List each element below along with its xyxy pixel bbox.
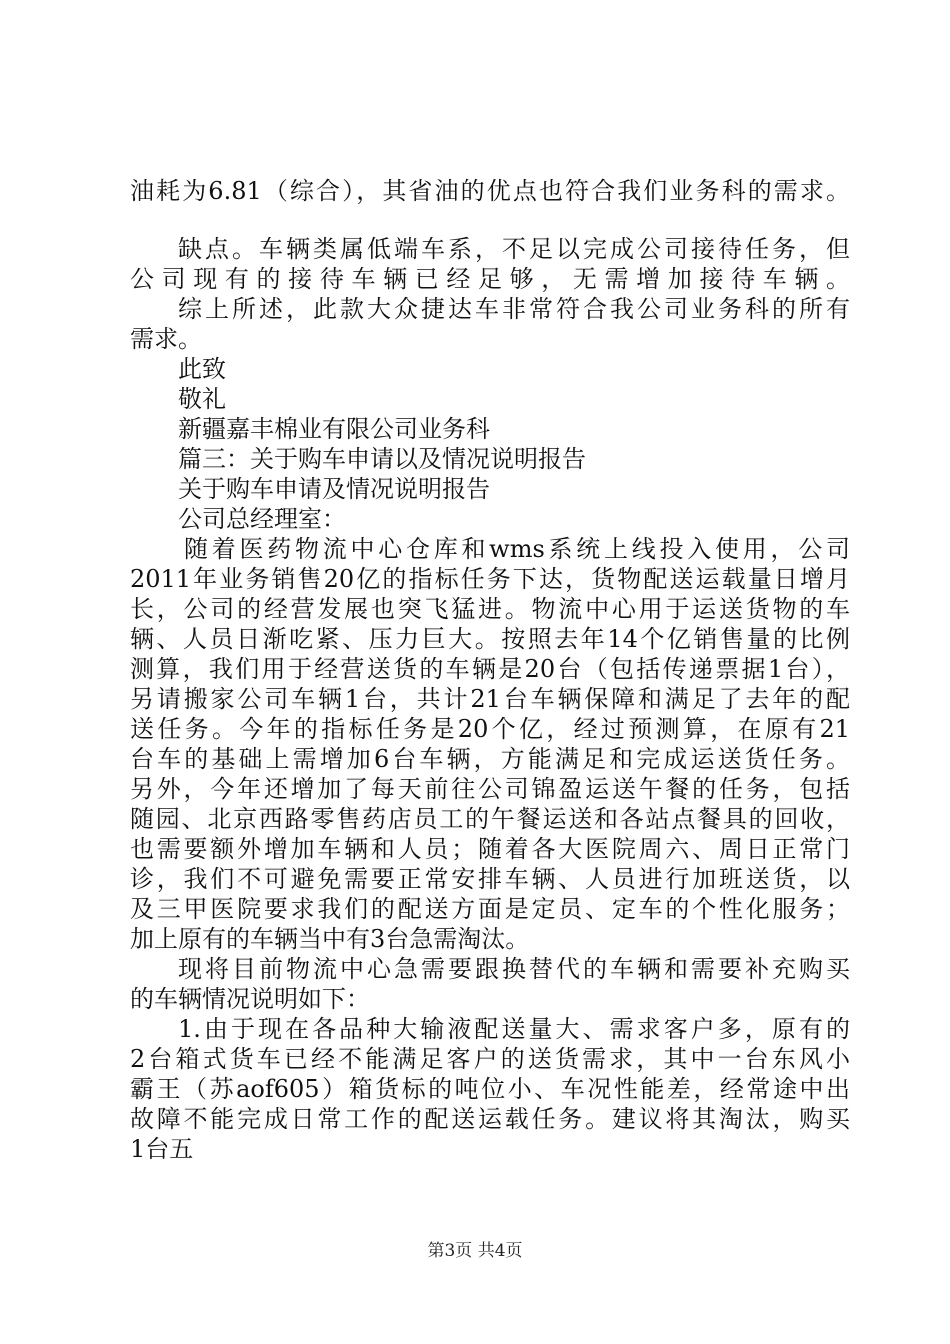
text-line: 测算，我们用于经营送货的车辆是20台（包括传递票据1台）， [130, 655, 850, 683]
text-line: 也需要额外增加车辆和人员；随着各大医院周六、周日正常门 [130, 835, 850, 863]
signature-line: 新疆嘉丰棉业有限公司业务科 [178, 415, 490, 443]
text-line: 另请搬家公司车辆1台，共计21台车辆保障和满足了去年的配 [130, 685, 850, 713]
text-line: 另外，今年还增加了每天前往公司锦盈运送午餐的任务，包括 [130, 775, 850, 803]
section-heading: 篇三：关于购车申请以及情况说明报告 [178, 445, 586, 473]
text-line: 长，公司的经营发展也突飞猛进。物流中心用于运送货物的车 [130, 595, 850, 623]
text-line: 诊，我们不可避免需要正常安排车辆、人员进行加班送货，以 [130, 865, 850, 893]
text-line: 霸王（苏aof605）箱货标的吨位小、车况性能差，经常途中出 [130, 1075, 850, 1103]
page-footer [0, 1240, 950, 1262]
text-line: 需求。 [130, 325, 202, 353]
text-line: 及三甲医院要求我们的配送方面是定员、定车的个性化服务； [130, 895, 850, 923]
text-line: 加上原有的车辆当中有3台急需淘汰。 [130, 925, 530, 953]
document-body [130, 176, 850, 1164]
text-line: 公司现有的接待车辆已经足够，无需增加接待车辆。 [130, 265, 850, 293]
closing-salutation: 敬礼 [178, 385, 226, 413]
text-line: 油耗为6.81（综合），其省油的优点也符合我们业务科的需求。 [130, 177, 850, 205]
text-line: 2011年业务销售20亿的指标任务下达，货物配送运载量日增月 [130, 565, 850, 593]
closing-salutation: 此致 [178, 355, 226, 383]
text-line: 送任务。今年的指标任务是20个亿，经过预测算，在原有21 [130, 715, 850, 743]
text-line: 随着医药物流中心仓库和wms系统上线投入使用，公司 [184, 535, 850, 563]
report-title: 关于购车申请及情况说明报告 [178, 475, 490, 503]
text-line: 的车辆情况说明如下： [130, 985, 370, 1013]
paragraph-gap [130, 206, 850, 234]
text-line: 1台五 [130, 1135, 194, 1163]
text-line: 故障不能完成日常工作的配送运载任务。建议将其淘汰，购买 [130, 1105, 850, 1133]
text-line: 综上所述，此款大众捷达车非常符合我公司业务科的所有 [178, 295, 850, 323]
text-line: 2台箱式货车已经不能满足客户的送货需求，其中一台东风小 [130, 1045, 850, 1073]
page-number: 第3页 共4页 [427, 1241, 523, 1261]
text-line: 缺点。车辆类属低端车系，不足以完成公司接待任务，但 [178, 235, 850, 263]
text-line: 台车的基础上需增加6台车辆，方能满足和完成运送货任务。 [130, 745, 850, 773]
text-line: 辆、人员日渐吃紧、压力巨大。按照去年14个亿销售量的比例 [130, 625, 850, 653]
text-line: 1.由于现在各品种大输液配送量大、需求客户多，原有的 [178, 1015, 850, 1043]
addressee-line: 公司总经理室： [178, 505, 346, 533]
text-line: 现将目前物流中心急需要跟换替代的车辆和需要补充购买 [178, 955, 850, 983]
text-line: 随园、北京西路零售药店员工的午餐运送和各站点餐具的回收， [130, 805, 850, 833]
